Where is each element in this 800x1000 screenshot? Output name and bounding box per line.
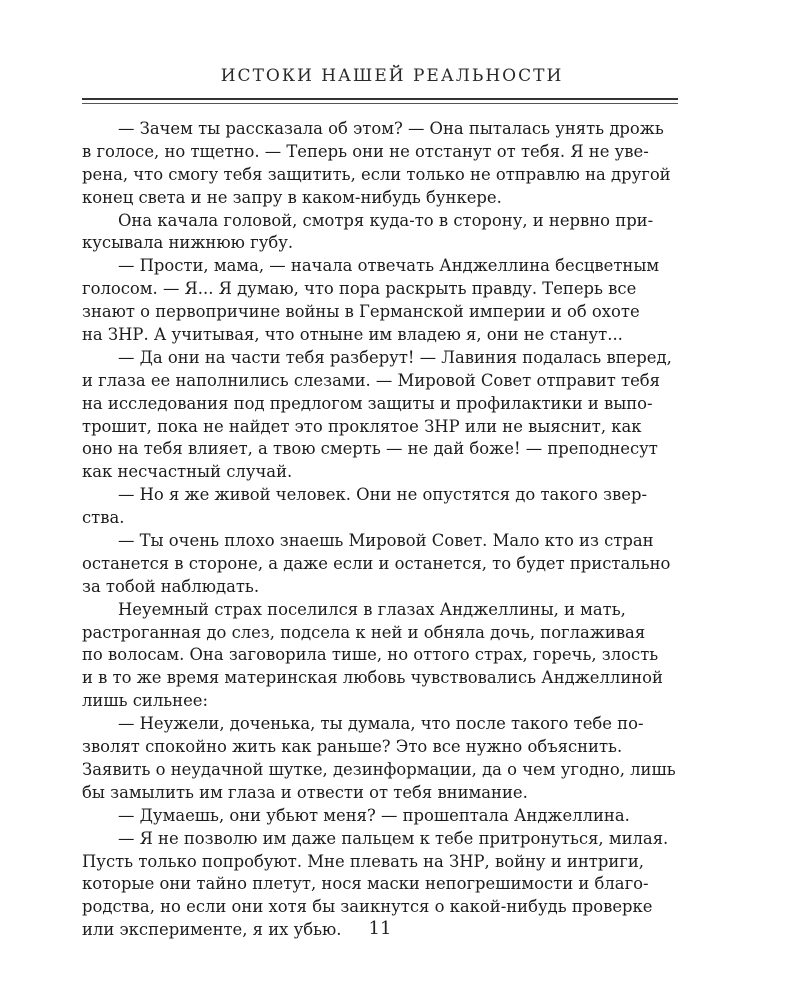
text-line: трошит, пока не найдет это проклятое ЗНР или не выяснит, как [82,416,642,436]
text-line: конец света и не запру в каком-нибудь бункере. [82,187,502,207]
text-line: в голосе, но тщетно. — Теперь они не отстанут от тебя. Я не уве- [82,141,649,161]
text-line: знают о первопричине войны в Германской империи и об охоте [82,302,640,322]
text-line: бы замылить им глаза и отвести от тебя внимание. [82,782,528,802]
text-line: которые они тайно плетут, нося маски непогрешимости и благо- [82,874,649,894]
text-line: Она качала головой, смотря куда-то в сторону, и нервно при- [118,210,654,230]
text-line: лишь сильнее: [82,691,208,711]
text-line: и глаза ее наполнились слезами. — Мировой Совет отправит тебя [82,370,660,390]
text-line: — Прости, мама, — начала отвечать Анджеллина бесцветным [118,256,660,276]
text-line: как несчастный случай. [82,462,293,482]
text-line: или эксперименте, я их убью. [82,920,342,940]
text-line: рена, что смогу тебя защитить, если только не отправлю на другой [82,164,671,184]
header-rule-thick [82,98,678,100]
text-line: Заявить о неудачной шутке, дезинформации, да о чем угодно, лишь [82,759,676,779]
text-line: и в то же время материнская любовь чувствовались Анджеллиной [82,668,663,688]
text-line: — Но я же живой человек. Они не опустятся до такого звер- [118,485,647,505]
text-line: зволят спокойно жить как раньше? Это все нужно объяснить. [82,737,623,757]
header-rule-thin [82,103,678,104]
text-line: — Да они на части тебя разберут! — Лавиния подалась вперед, [118,347,672,367]
text-line: — Думаешь, они убьют меня? — прошептала Анджеллина. [118,805,630,825]
text-line: — Неужели, доченька, ты думала, что после такого тебе по- [118,714,644,734]
text-line: родства, но если они хотя бы заикнутся о какой-нибудь проверке [82,897,653,917]
text-line: растроганная до слез, подсела к ней и обняла дочь, поглаживая [82,622,646,642]
text-line: — Зачем ты рассказала об этом? — Она пыталась унять дрожь [118,119,664,138]
running-head: ИСТОКИ НАШЕЙ РЕАЛЬНОСТИ [220,66,564,86]
body-text [82,118,678,942]
text-line: Неуемный страх поселился в глазах Анджеллины, и мать, [118,599,626,619]
text-line: за тобой наблюдать. [82,576,260,596]
text-line: останется в стороне, а даже если и останется, то будет пристально [82,553,671,573]
text-line: кусывала нижнюю губу. [82,233,294,253]
text-line: голосом. — Я... Я думаю, что пора раскрыть правду. Теперь все [82,279,637,299]
text-line: оно на тебя влияет, а твою смерть — не дай боже! — преподнесут [82,439,658,459]
text-line: — Я не позволю им даже пальцем к тебе притронуться, милая. [118,828,669,848]
text-line: по волосам. Она заговорила тише, но оттого страх, горечь, злость [82,645,659,665]
text-line: Пусть только попробуют. Мне плевать на ЗНР, войну и интриги, [82,851,644,871]
text-line: на исследования под предлогом защиты и профилактики и выпо- [82,393,653,413]
text-line: ства. [82,508,125,528]
page-number: 11 [368,918,392,939]
text-line: на ЗНР. А учитывая, что отныне им владею я, они не станут... [82,325,623,345]
text-line: — Ты очень плохо знаешь Мировой Совет. Мало кто из стран [118,531,654,551]
